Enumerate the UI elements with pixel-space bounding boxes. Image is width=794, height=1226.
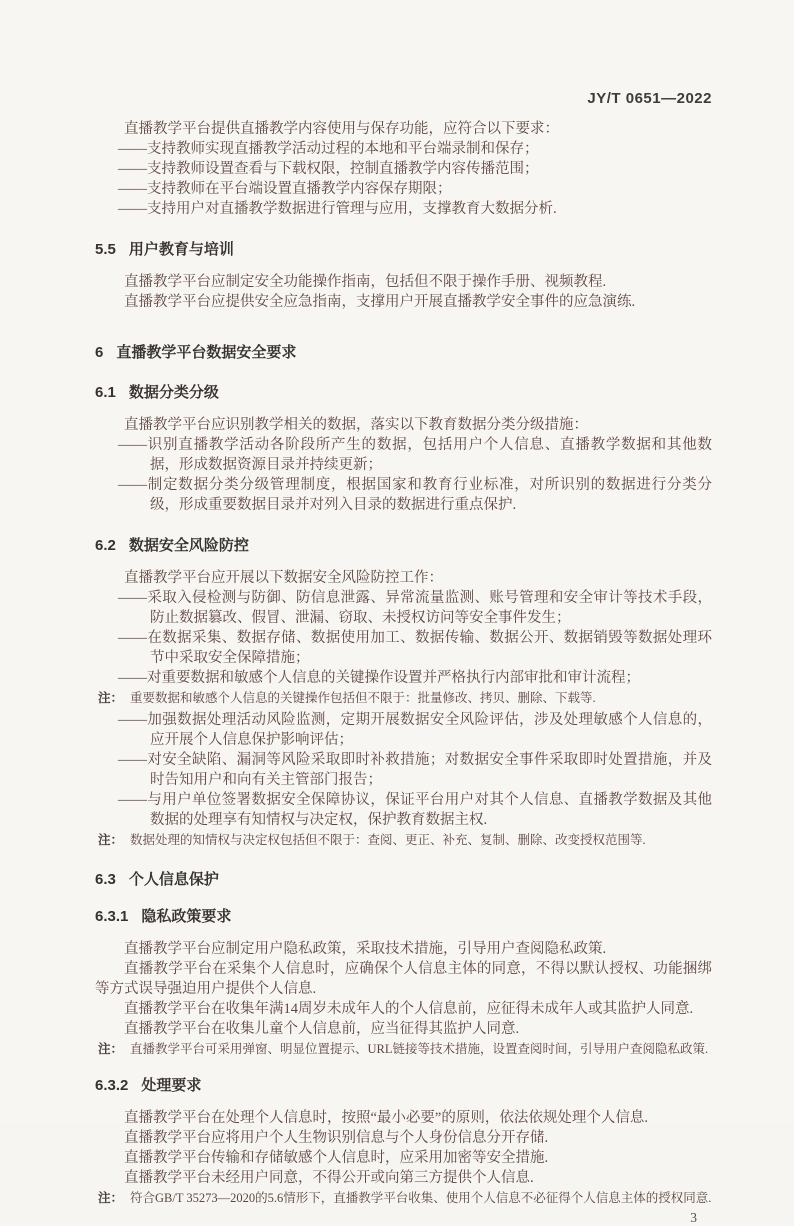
section-6-3-1-paragraph: 直播教学平台应制定用户隐私政策，采取技术措施，引导用户查阅隐私政策.: [124, 941, 607, 957]
section-title: 处理要求: [141, 1077, 202, 1094]
note-text: 数据处理的知情权与决定权包括但不限于：查阅、更正、补充、复制、删除、改变授权范围等.: [130, 833, 646, 847]
section-6-2-note: [98, 690, 712, 707]
section-5-5-paragraph: 直播教学平台应制定安全功能操作指南，包括但不限于操作手册、视频教程.: [124, 274, 607, 290]
chapter-title: 直播教学平台数据安全要求: [116, 344, 297, 361]
section-6-2-list-item: ——加强数据处理活动风险监测，定期开展数据安全风险评估，涉及处理敏感个人信息的，应开展个人信息保护影响评估；: [118, 712, 712, 748]
note-text: 直播教学平台可采用弹窗、明显位置提示、URL链接等技术措施，设置查阅时间，引导用户查阅隐私政策.: [130, 1042, 709, 1056]
chapter-6-heading: [95, 344, 712, 362]
note-label: 注：: [98, 833, 124, 847]
section-5-5-heading: [95, 241, 712, 259]
intro-list-item: ——支持用户对直播教学数据进行管理与应用，支撑教育大数据分析.: [118, 201, 557, 217]
section-title: 用户教育与培训: [128, 241, 234, 258]
section-6-3-1-paragraph: 直播教学平台在收集儿童个人信息前，应当征得其监护人同意.: [124, 1021, 520, 1037]
section-6-2-list-item: ——对安全缺陷、漏洞等风险采取即时补救措施；对数据安全事件采取即时处置措施，并及时告知用户和向有关主管部门报告；: [118, 752, 712, 788]
section-6-1-list-item: ——识别直播教学活动各阶段所产生的数据，包括用户个人信息、直播教学数据和其他数据，形成数据资源目录并持续更新；: [118, 437, 712, 473]
intro-lead-paragraph: 直播教学平台提供直播教学内容使用与保存功能，应符合以下要求：: [124, 121, 559, 137]
section-6-2-lead: 直播教学平台应开展以下数据安全风险防控工作：: [124, 570, 443, 586]
intro-list-item: ——支持教师实现直播教学活动过程的本地和平台端录制和保存；: [118, 141, 539, 157]
section-6-2-list-item: ——采取入侵检测与防御、防信息泄露、异常流量监测、账号管理和安全审计等技术手段，防止数据篡改、假冒、泄漏、窃取、未授权访问等安全事件发生；: [118, 590, 712, 626]
section-6-3-1-paragraph: 直播教学平台在收集年满14周岁未成年人的个人信息前，应征得未成年人或其监护人同意.: [124, 1001, 694, 1017]
section-title: 隐私政策要求: [141, 908, 232, 925]
section-6-3-1-heading: [95, 908, 712, 926]
section-6-2-list-item: ——与用户单位签署数据安全保障协议，保证平台用户对其个人信息、直播教学数据及其他数据的处理享有知情权与决定权，保护教育数据主权.: [118, 792, 712, 828]
section-title: 数据分类分级: [128, 384, 219, 401]
section-6-3-2-paragraph: 直播教学平台应将用户个人生物识别信息与个人身份信息分开存储.: [124, 1130, 549, 1146]
section-number: 6.3: [95, 871, 116, 888]
section-6-1-list-item: ——制定数据分类分级管理制度，根据国家和教育行业标准，对所识别的数据进行分类分级，形成重要数据目录并对列入目录的数据进行重点保护.: [118, 477, 712, 513]
note-label: 注：: [98, 1042, 124, 1056]
section-6-3-1-paragraph: 直播教学平台在采集个人信息时，应确保个人信息主体的同意，不得以默认授权、功能捆绑等方式误导强迫用户提供个人信息.: [95, 961, 712, 997]
page-number: 3: [690, 1210, 697, 1225]
section-6-2-list-item: ——对重要数据和敏感个人信息的关键操作设置并严格执行内部审批和审计流程；: [118, 670, 640, 686]
section-6-3-2-note: [98, 1190, 712, 1207]
intro-list-item: ——支持教师设置查看与下载权限，控制直播教学内容传播范围；: [118, 161, 539, 177]
section-6-1-lead: 直播教学平台应识别教学相关的数据，落实以下教育数据分类分级措施：: [124, 417, 588, 433]
note-label: 注：: [98, 1191, 124, 1205]
section-5-5-paragraph: 直播教学平台应提供安全应急指南，支撑用户开展直播教学安全事件的应急演练.: [124, 294, 636, 310]
note-label: 注：: [98, 691, 124, 705]
section-6-1-heading: [95, 384, 712, 402]
chapter-number: 6: [95, 344, 104, 361]
section-number: 6.2: [95, 537, 116, 554]
section-number: 6.3.1: [95, 908, 129, 925]
section-6-3-1-note: [98, 1041, 712, 1058]
intro-list-item: ——支持教师在平台端设置直播教学内容保存期限；: [118, 181, 452, 197]
section-6-3-heading: [95, 871, 712, 889]
section-6-3-2-paragraph: 直播教学平台在处理个人信息时，按照“最小必要”的原则，依法依规处理个人信息.: [124, 1110, 648, 1126]
section-6-2-list-item: ——在数据采集、数据存储、数据使用加工、数据传输、数据公开、数据销毁等数据处理环节中采取安全保障措施；: [118, 630, 712, 666]
section-title: 个人信息保护: [128, 871, 219, 888]
section-6-3-2-paragraph: 直播教学平台未经用户同意，不得公开或向第三方提供个人信息.: [124, 1170, 534, 1186]
section-6-3-2-heading: [95, 1077, 712, 1095]
section-title: 数据安全风险防控: [128, 537, 249, 554]
section-6-2-note: [98, 832, 712, 849]
section-6-2-heading: [95, 537, 712, 555]
section-number: 6.1: [95, 384, 116, 401]
section-6-3-2-paragraph: 直播教学平台传输和存储敏感个人信息时，应采用加密等安全措施.: [124, 1150, 549, 1166]
section-number: 5.5: [95, 241, 116, 258]
section-number: 6.3.2: [95, 1077, 129, 1094]
note-text: 重要数据和敏感个人信息的关键操作包括但不限于：批量修改、拷贝、删除、下载等.: [130, 691, 596, 705]
note-text: 符合GB/T 35273—2020的5.6情形下，直播教学平台收集、使用个人信息不必征得个人信息主体的授权同意.: [130, 1191, 712, 1205]
standard-code-header: JY/T 0651—2022: [587, 90, 712, 107]
